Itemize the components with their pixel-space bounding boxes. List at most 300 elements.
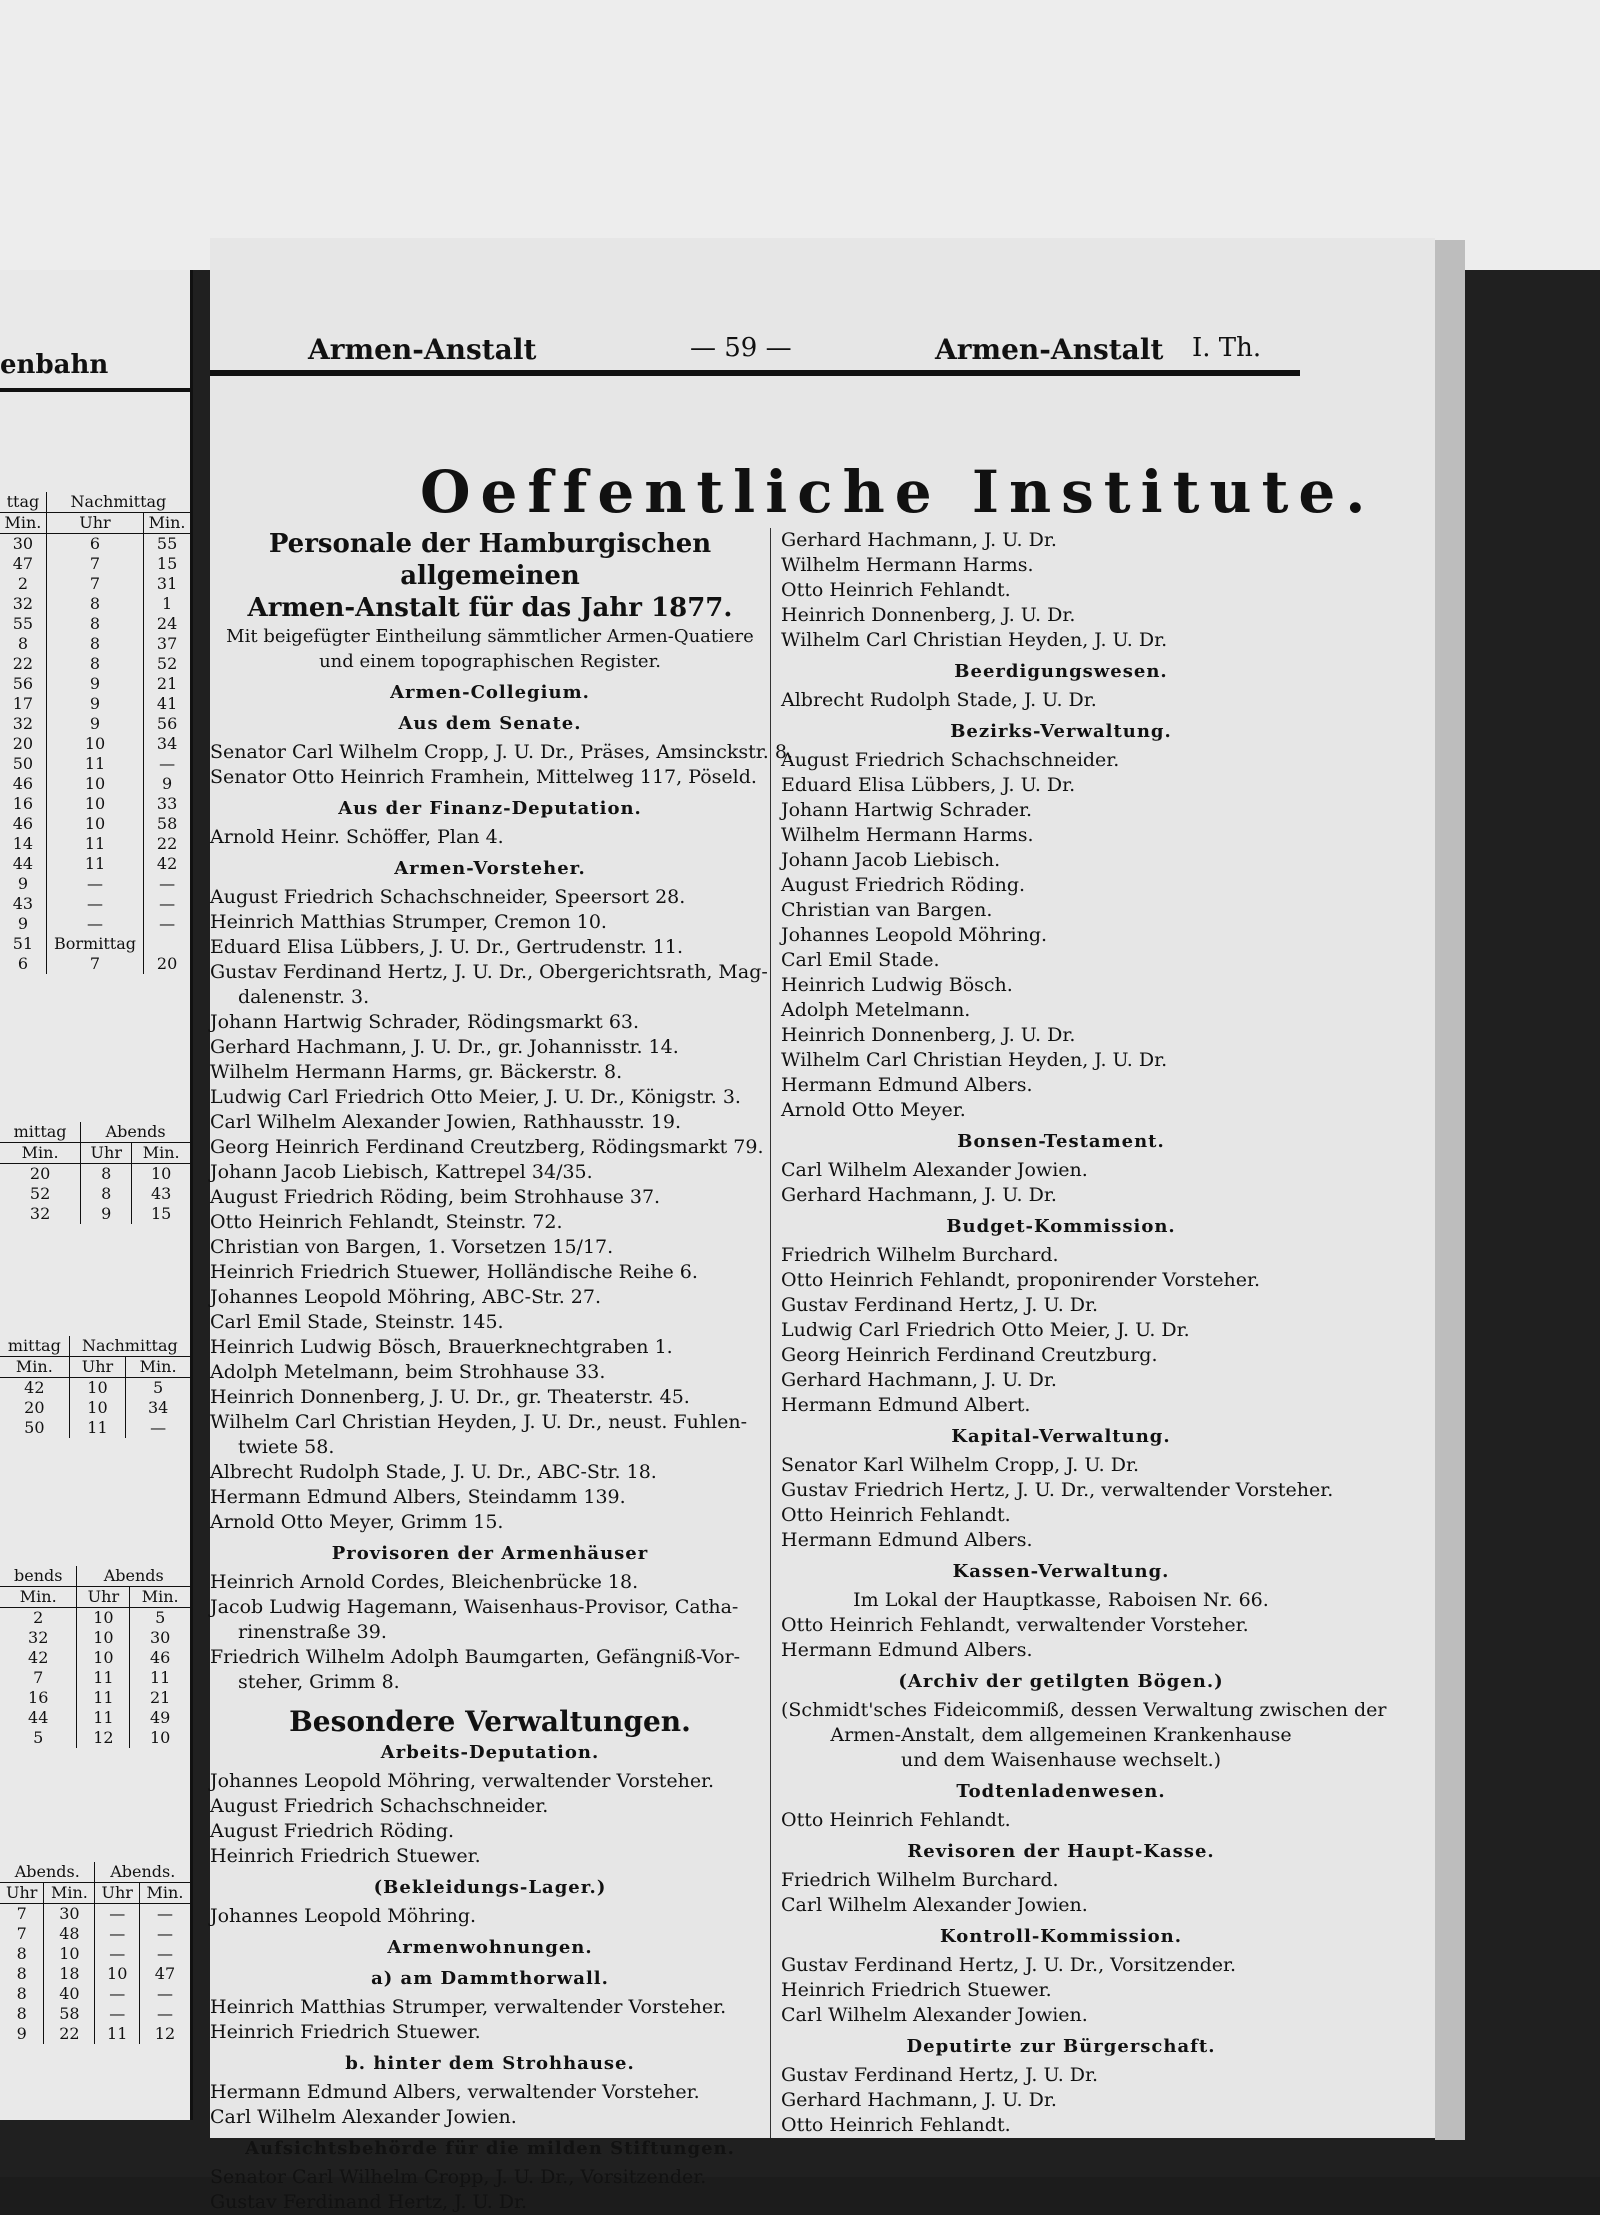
table-cell: 42 — [24, 1378, 45, 1397]
entry-line: Carl Emil Stade. — [781, 949, 940, 971]
table-cell: 46 — [12, 774, 34, 793]
table-cell: 9 — [81, 1204, 132, 1224]
table-cell: 11 — [69, 1418, 126, 1438]
entry-line: Heinrich Donnenberg, J. U. Dr., gr. Theaterstr. 45. — [210, 1386, 690, 1408]
entry-line: August Friedrich Röding. — [781, 874, 1026, 896]
table-row — [0, 674, 190, 694]
entry-line: Gustav Ferdinand Hertz, J. U. Dr. — [210, 2191, 528, 2213]
table-cell: — — [139, 1924, 190, 1944]
entry-line: und einem topographischen Register. — [319, 651, 661, 672]
entry-line: Heinrich Friedrich Stuewer, Holländische Reihe 6. — [210, 1261, 698, 1283]
entry-line: Johann Jacob Liebisch. — [781, 849, 1001, 871]
table-cell: — — [46, 874, 143, 894]
table-header: Abends. — [95, 1862, 190, 1883]
entry-line: Armen-Anstalt für das Jahr 1877. — [247, 593, 733, 623]
entry-line: Johannes Leopold Möhring. — [781, 924, 1048, 946]
entry-line: Heinrich Friedrich Stuewer. — [210, 1845, 481, 1867]
table-header: mittag — [0, 1122, 81, 1143]
entry-line: Adolph Metelmann. — [781, 999, 971, 1021]
timetable-5 — [0, 1862, 190, 2044]
entry-line: Hermann Edmund Albers. — [781, 1639, 1033, 1661]
table-row — [0, 1904, 190, 1925]
table-cell: 32 — [12, 714, 34, 733]
section-heading: Bonsen-Testament. — [957, 1131, 1165, 1152]
table-cell: — — [126, 1418, 190, 1438]
left-page-rule — [0, 388, 190, 392]
table-cell: 58 — [144, 814, 190, 834]
table-cell: 16 — [28, 1688, 49, 1707]
section-heading: Aufsichtsbehörde für die milden Stiftungen. — [245, 2138, 735, 2159]
table-cell: — — [144, 914, 190, 934]
table-row — [0, 794, 190, 814]
table-cell: 7 — [46, 554, 143, 574]
table-cell: 48 — [44, 1924, 95, 1944]
entry-line: Heinrich Ludwig Bösch. — [781, 974, 1013, 996]
table-row — [0, 1648, 190, 1668]
table-cell: 40 — [44, 1984, 95, 2004]
table-cell: 43 — [132, 1184, 190, 1204]
table-cell: 42 — [144, 854, 190, 874]
entry-line: Hermann Edmund Albers. — [781, 1529, 1033, 1551]
table-header: Nachmittag — [69, 1336, 190, 1357]
table-header: bends — [0, 1566, 77, 1587]
entry-line: Hermann Edmund Albert. — [781, 1394, 1031, 1416]
entry-line: Wilhelm Carl Christian Heyden, J. U. Dr., neust. Fuhlen- — [210, 1411, 748, 1433]
table-cell: 16 — [12, 794, 34, 813]
table-cell: — — [95, 1984, 139, 2004]
table-cell: — — [95, 1924, 139, 1944]
table-subheader: Min. — [0, 1587, 77, 1608]
part-label: I. Th. — [1192, 333, 1262, 363]
table-cell: 12 — [77, 1728, 130, 1748]
header-rule — [210, 370, 1300, 376]
table-cell: 10 — [95, 1964, 139, 1984]
timetable-2 — [0, 1122, 190, 1224]
table-cell: 8 — [16, 1984, 27, 2003]
table-cell: 37 — [144, 634, 190, 654]
entry-line: Mit beigefügter Eintheilung sämmtlicher Armen-Quatiere — [226, 626, 754, 647]
table-cell: 7 — [16, 1904, 27, 1923]
table-cell: 11 — [95, 2024, 139, 2044]
table-subheader: Min. — [0, 1357, 69, 1378]
table-cell — [144, 934, 190, 954]
entry-line: Senator Otto Heinrich Framhein, Mittelweg 117, Pöseld. — [210, 766, 757, 788]
entry-line: August Friedrich Röding, beim Strohhause 37. — [210, 1186, 661, 1208]
entry-line: Wilhelm Hermann Harms. — [781, 824, 1034, 846]
entry-line: Carl Wilhelm Alexander Jowien. — [210, 2106, 517, 2128]
table-cell: — — [139, 1984, 190, 2004]
entry-line: Gustav Ferdinand Hertz, J. U. Dr., Obergerichtsrath, Mag- — [210, 961, 768, 983]
table-row — [0, 1688, 190, 1708]
section-heading: Beerdigungswesen. — [954, 661, 1168, 682]
entry-line: twiete 58. — [238, 1436, 335, 1458]
table-cell: 15 — [132, 1204, 190, 1224]
table-cell: — — [139, 2004, 190, 2024]
table-cell: 41 — [144, 694, 190, 714]
table-subheader: Min. — [44, 1883, 95, 1904]
entry-line: Adolph Metelmann, beim Strohhause 33. — [210, 1361, 606, 1383]
table-row — [0, 1668, 190, 1688]
table-cell: 20 — [29, 1164, 51, 1183]
table-subheader: Uhr — [81, 1143, 132, 1164]
table-header: ttag — [0, 492, 46, 513]
running-head-right: Armen-Anstalt — [935, 333, 1164, 366]
table-subheader: Uhr — [46, 513, 143, 534]
table-row — [0, 694, 190, 714]
entry-line: Gustav Ferdinand Hertz, J. U. Dr. — [781, 2064, 1099, 2086]
table-cell: 8 — [81, 1164, 132, 1185]
table-cell: 30 — [130, 1628, 190, 1648]
table-row — [0, 1924, 190, 1944]
entry-line: Otto Heinrich Fehlandt, proponirender Vorsteher. — [781, 1269, 1261, 1291]
entry-line: Heinrich Arnold Cordes, Bleichenbrücke 18. — [210, 1571, 639, 1593]
table-cell: 10 — [77, 1648, 130, 1668]
table-subheader: Min. — [130, 1587, 190, 1608]
table-cell: — — [144, 894, 190, 914]
table-row — [0, 894, 190, 914]
table-cell: 55 — [144, 534, 190, 555]
entry-line: Heinrich Matthias Strumper, verwaltender Vorsteher. — [210, 1996, 727, 2018]
table-cell: 11 — [77, 1668, 130, 1688]
entry-line: rinenstraße 39. — [238, 1621, 387, 1643]
column-left — [210, 528, 793, 2215]
table-cell: 10 — [77, 1608, 130, 1629]
table-cell: 10 — [132, 1164, 190, 1185]
table-cell: 10 — [69, 1398, 126, 1418]
section-heading: Deputirte zur Bürgerschaft. — [906, 2036, 1216, 2057]
table-cell: 10 — [46, 774, 143, 794]
entry-line: Johann Jacob Liebisch, Kattrepel 34/35. — [210, 1161, 593, 1183]
section-heading: Kapital-Verwaltung. — [951, 1426, 1171, 1447]
table-cell: 10 — [46, 794, 143, 814]
table-cell: 34 — [144, 734, 190, 754]
entry-line: Johannes Leopold Möhring, verwaltender Vorsteher. — [210, 1770, 715, 1792]
entry-line: Gustav Ferdinand Hertz, J. U. Dr. — [781, 1294, 1099, 1316]
table-cell: 11 — [46, 754, 143, 774]
entry-line: Senator Carl Wilhelm Cropp, J. U. Dr., Präses, Amsinckstr. 8. — [210, 741, 793, 763]
table-cell: 31 — [144, 574, 190, 594]
table-cell: 47 — [139, 1964, 190, 1984]
table-row — [0, 714, 190, 734]
table-cell: — — [139, 1904, 190, 1925]
entry-line: Carl Wilhelm Alexander Jowien. — [781, 1159, 1088, 1181]
table-cell: 8 — [46, 614, 143, 634]
entry-line: Friedrich Wilhelm Burchard. — [781, 1869, 1059, 1891]
table-row — [0, 2024, 190, 2044]
entry-line: Arnold Otto Meyer. — [781, 1099, 966, 1121]
table-cell: 8 — [46, 654, 143, 674]
table-cell: — — [144, 754, 190, 774]
table-header: Nachmittag — [46, 492, 190, 513]
table-cell: 22 — [44, 2024, 95, 2044]
entry-line: Wilhelm Hermann Harms, gr. Bäckerstr. 8. — [210, 1061, 623, 1083]
table-cell: 9 — [16, 2024, 27, 2043]
table-cell: 1 — [144, 594, 190, 614]
entry-line: und dem Waisenhause wechselt.) — [900, 1749, 1222, 1771]
entry-line: Wilhelm Hermann Harms. — [781, 554, 1034, 576]
section-heading: (Bekleidungs-Lager.) — [373, 1877, 607, 1898]
table-row — [0, 534, 190, 555]
table-row — [0, 2004, 190, 2024]
entry-line: Johann Hartwig Schrader. — [781, 799, 1033, 821]
entry-line: Otto Heinrich Fehlandt. — [781, 1504, 1011, 1526]
table-cell: 10 — [46, 734, 143, 754]
entry-line: Otto Heinrich Fehlandt, verwaltender Vorsteher. — [781, 1614, 1249, 1636]
table-cell: 15 — [144, 554, 190, 574]
table-cell: 9 — [17, 914, 28, 933]
entry-line: Heinrich Donnenberg, J. U. Dr. — [781, 604, 1076, 626]
entry-line: Senator Carl Wilhelm Cropp, J. U. Dr., Vorsitzender. — [210, 2166, 707, 2188]
left-page-header: enbahn — [0, 350, 109, 380]
table-row — [0, 874, 190, 894]
table-subheader: Min. — [144, 513, 190, 534]
entry-line: Heinrich Donnenberg, J. U. Dr. — [781, 1024, 1076, 1046]
table-cell: 7 — [46, 574, 143, 594]
entry-line: Ludwig Carl Friedrich Otto Meier, J. U. Dr. — [781, 1319, 1190, 1341]
table-cell: 8 — [81, 1184, 132, 1204]
timetable-4 — [0, 1566, 190, 1748]
table-header: mittag — [0, 1336, 69, 1357]
table-row — [0, 1708, 190, 1728]
entry-line: Hermann Edmund Albers, verwaltender Vorsteher. — [210, 2081, 700, 2103]
section-heading: Kontroll-Kommission. — [940, 1926, 1182, 1947]
table-cell: — — [95, 2004, 139, 2024]
table-row — [0, 934, 190, 954]
table-cell: 2 — [33, 1608, 44, 1627]
entry-line: Georg Heinrich Ferdinand Creutzberg, Rödingsmarkt 79. — [210, 1136, 764, 1158]
entry-line: (Schmidt'sches Fideicommiß, dessen Verwaltung zwischen der — [781, 1699, 1387, 1721]
table-cell: 2 — [17, 574, 28, 593]
table-row — [0, 1628, 190, 1648]
section-heading: a) am Dammthorwall. — [371, 1968, 609, 1989]
table-cell: 11 — [46, 854, 143, 874]
entry-line: Jacob Ludwig Hagemann, Waisenhaus-Provisor, Catha- — [210, 1596, 739, 1618]
table-cell: 14 — [12, 834, 34, 853]
table-cell: 11 — [77, 1708, 130, 1728]
entry-line: Ludwig Carl Friedrich Otto Meier, J. U. Dr., Königstr. 3. — [210, 1086, 741, 1108]
table-cell: 10 — [44, 1944, 95, 1964]
table-cell: 21 — [144, 674, 190, 694]
table-cell: 11 — [46, 834, 143, 854]
table-subheader: Uhr — [95, 1883, 139, 1904]
table-row — [0, 654, 190, 674]
entry-line: Carl Emil Stade, Steinstr. 145. — [210, 1311, 504, 1333]
table-row — [0, 1204, 190, 1224]
entry-line: Wilhelm Carl Christian Heyden, J. U. Dr. — [781, 629, 1168, 651]
table-cell: 10 — [130, 1728, 190, 1748]
table-cell: 46 — [12, 814, 34, 833]
entry-line: dalenenstr. 3. — [238, 986, 370, 1008]
timetable-3 — [0, 1336, 190, 1438]
table-row — [0, 854, 190, 874]
timetable-1 — [0, 492, 190, 974]
table-row — [0, 1964, 190, 1984]
table-cell: 52 — [29, 1184, 51, 1203]
table-cell: — — [95, 1904, 139, 1925]
table-cell: 7 — [33, 1668, 44, 1687]
right-page — [210, 238, 1435, 2213]
table-cell: 21 — [130, 1688, 190, 1708]
entry-line: Senator Karl Wilhelm Cropp, J. U. Dr. — [781, 1454, 1140, 1476]
section-heading: Todtenladenwesen. — [956, 1781, 1166, 1802]
table-cell: 51 — [12, 934, 34, 953]
table-cell: 6 — [46, 534, 143, 555]
table-cell: 30 — [44, 1904, 95, 1925]
table-cell: Bormittag — [46, 934, 143, 954]
table-cell: 5 — [126, 1378, 190, 1399]
table-subheader: Min. — [126, 1357, 190, 1378]
table-cell: 9 — [46, 674, 143, 694]
table-cell: 34 — [126, 1398, 190, 1418]
table-row — [0, 1418, 190, 1438]
table-header: Abends. — [0, 1862, 95, 1883]
table-row — [0, 1398, 190, 1418]
table-cell: 49 — [130, 1708, 190, 1728]
table-cell: 11 — [77, 1688, 130, 1708]
entry-line: Otto Heinrich Fehlandt. — [781, 2114, 1011, 2136]
scan-background — [0, 0, 1600, 270]
table-cell: 7 — [16, 1924, 27, 1943]
entry-line: Friedrich Wilhelm Burchard. — [781, 1244, 1059, 1266]
table-row — [0, 1608, 190, 1629]
section-heading: Aus dem Senate. — [398, 713, 582, 734]
table-row — [0, 1728, 190, 1748]
section-heading: (Archiv der getilgten Bögen.) — [898, 1671, 1224, 1692]
entry-line: August Friedrich Schachschneider. — [210, 1795, 549, 1817]
table-row — [0, 1378, 190, 1399]
entry-line: Johannes Leopold Möhring. — [210, 1905, 477, 1927]
table-row — [0, 1984, 190, 2004]
table-row — [0, 754, 190, 774]
table-cell: 5 — [130, 1608, 190, 1629]
section-heading: Arbeits-Deputation. — [380, 1742, 600, 1763]
table-cell: 22 — [144, 834, 190, 854]
entry-line: Albrecht Rudolph Stade, J. U. Dr. — [781, 689, 1097, 711]
section-heading: Provisoren der Armenhäuser — [331, 1543, 649, 1564]
page-title: Oeffentliche Institute. — [420, 458, 1376, 526]
table-cell: 9 — [17, 874, 28, 893]
entry-line: Heinrich Friedrich Stuewer. — [781, 1979, 1052, 2001]
table-cell: 17 — [12, 694, 34, 713]
entry-line: Eduard Elisa Lübbers, J. U. Dr., Gertrudenstr. 11. — [210, 936, 684, 958]
table-subheader: Min. — [132, 1143, 190, 1164]
table-cell: 6 — [17, 954, 28, 973]
entry-line: August Friedrich Schachschneider, Speersort 28. — [210, 886, 686, 908]
entry-line: Georg Heinrich Ferdinand Creutzburg. — [781, 1344, 1158, 1366]
entry-line: Gerhard Hachmann, J. U. Dr. — [781, 1184, 1057, 1206]
entry-line: Johann Hartwig Schrader, Rödingsmarkt 63. — [210, 1011, 640, 1033]
table-row — [0, 594, 190, 614]
table-cell: 5 — [33, 1728, 44, 1747]
table-row — [0, 914, 190, 934]
table-cell: — — [95, 1944, 139, 1964]
entry-line: Gerhard Hachmann, J. U. Dr. — [781, 1369, 1057, 1391]
table-cell: 8 — [46, 594, 143, 614]
entry-line: Personale der Hamburgischen allgemeinen — [268, 529, 712, 591]
entry-line: Otto Heinrich Fehlandt, Steinstr. 72. — [210, 1211, 563, 1233]
entry-line: August Friedrich Schachschneider. — [781, 749, 1120, 771]
table-cell: 50 — [12, 754, 34, 773]
page-edge — [1435, 240, 1465, 2140]
page-number: — 59 — — [690, 333, 792, 363]
table-row — [0, 634, 190, 654]
table-header: Abends — [81, 1122, 190, 1143]
column-right — [770, 528, 1387, 2138]
table-cell: 55 — [12, 614, 34, 633]
entry-line: Gerhard Hachmann, J. U. Dr., gr. Johannisstr. 14. — [210, 1036, 679, 1058]
table-cell: 7 — [46, 954, 143, 974]
table-row — [0, 734, 190, 754]
entry-line: Christian von Bargen, 1. Vorsetzen 15/17. — [210, 1236, 614, 1258]
table-row — [0, 1944, 190, 1964]
table-cell: 9 — [46, 714, 143, 734]
entry-line: Hermann Edmund Albers, Steindamm 139. — [210, 1486, 626, 1508]
table-cell: 58 — [44, 2004, 95, 2024]
entry-line: Arnold Otto Meyer, Grimm 15. — [210, 1511, 504, 1533]
table-cell: 10 — [77, 1628, 130, 1648]
entry-line: Wilhelm Carl Christian Heyden, J. U. Dr. — [781, 1049, 1168, 1071]
section-heading: Armenwohnungen. — [387, 1937, 593, 1958]
table-row — [0, 554, 190, 574]
table-row — [0, 1164, 190, 1185]
table-cell: 46 — [130, 1648, 190, 1668]
section-heading: Budget-Kommission. — [946, 1216, 1176, 1237]
entry-line: Christian van Bargen. — [781, 899, 993, 921]
table-cell: 56 — [12, 674, 34, 693]
section-heading: Armen-Vorsteher. — [394, 858, 586, 879]
table-cell: 50 — [24, 1418, 45, 1437]
table-cell: 8 — [16, 2004, 27, 2023]
section-heading: b. hinter dem Strohhause. — [345, 2053, 635, 2074]
table-cell: 9 — [46, 694, 143, 714]
table-cell: 42 — [28, 1648, 49, 1667]
table-cell: 56 — [144, 714, 190, 734]
table-cell: 9 — [144, 774, 190, 794]
entry-line: Im Lokal der Hauptkasse, Raboisen Nr. 66. — [853, 1589, 1269, 1611]
entry-line: Johannes Leopold Möhring, ABC-Str. 27. — [210, 1286, 602, 1308]
entry-line: Albrecht Rudolph Stade, J. U. Dr., ABC-Str. 18. — [210, 1461, 657, 1483]
entry-line: Otto Heinrich Fehlandt. — [781, 1809, 1011, 1831]
table-row — [0, 814, 190, 834]
table-subheader: Min. — [0, 1143, 81, 1164]
entry-line: Armen-Anstalt, dem allgemeinen Krankenhause — [830, 1724, 1292, 1746]
table-cell: 43 — [12, 894, 34, 913]
table-cell: 10 — [46, 814, 143, 834]
entry-line: Heinrich Ludwig Bösch, Brauerknechtgraben 1. — [210, 1336, 673, 1358]
table-cell: 10 — [69, 1378, 126, 1399]
entry-line: Heinrich Friedrich Stuewer. — [210, 2021, 481, 2043]
entry-line: Gustav Friedrich Hertz, J. U. Dr., verwaltender Vorsteher. — [781, 1479, 1334, 1501]
entry-line: Friedrich Wilhelm Adolph Baumgarten, Gefängniß-Vor- — [210, 1646, 741, 1668]
table-cell: — — [46, 894, 143, 914]
table-cell: 24 — [144, 614, 190, 634]
table-cell: 20 — [24, 1398, 45, 1417]
table-cell: — — [144, 874, 190, 894]
table-subheader: Min. — [0, 513, 46, 534]
entry-line: Carl Wilhelm Alexander Jowien, Rathhausstr. 19. — [210, 1111, 682, 1133]
table-cell: 20 — [12, 734, 34, 753]
table-subheader: Uhr — [0, 1883, 44, 1904]
entry-line: Heinrich Matthias Strumper, Cremon 10. — [210, 911, 607, 933]
entry-line: Gerhard Hachmann, J. U. Dr. — [781, 529, 1057, 551]
entry-line: Hermann Edmund Albers. — [781, 1074, 1033, 1096]
table-subheader: Uhr — [69, 1357, 126, 1378]
table-row — [0, 774, 190, 794]
table-cell: 8 — [16, 1964, 27, 1983]
table-cell: 47 — [12, 554, 34, 573]
table-cell: 8 — [46, 634, 143, 654]
entry-line: Gerhard Hachmann, J. U. Dr. — [781, 2089, 1057, 2111]
